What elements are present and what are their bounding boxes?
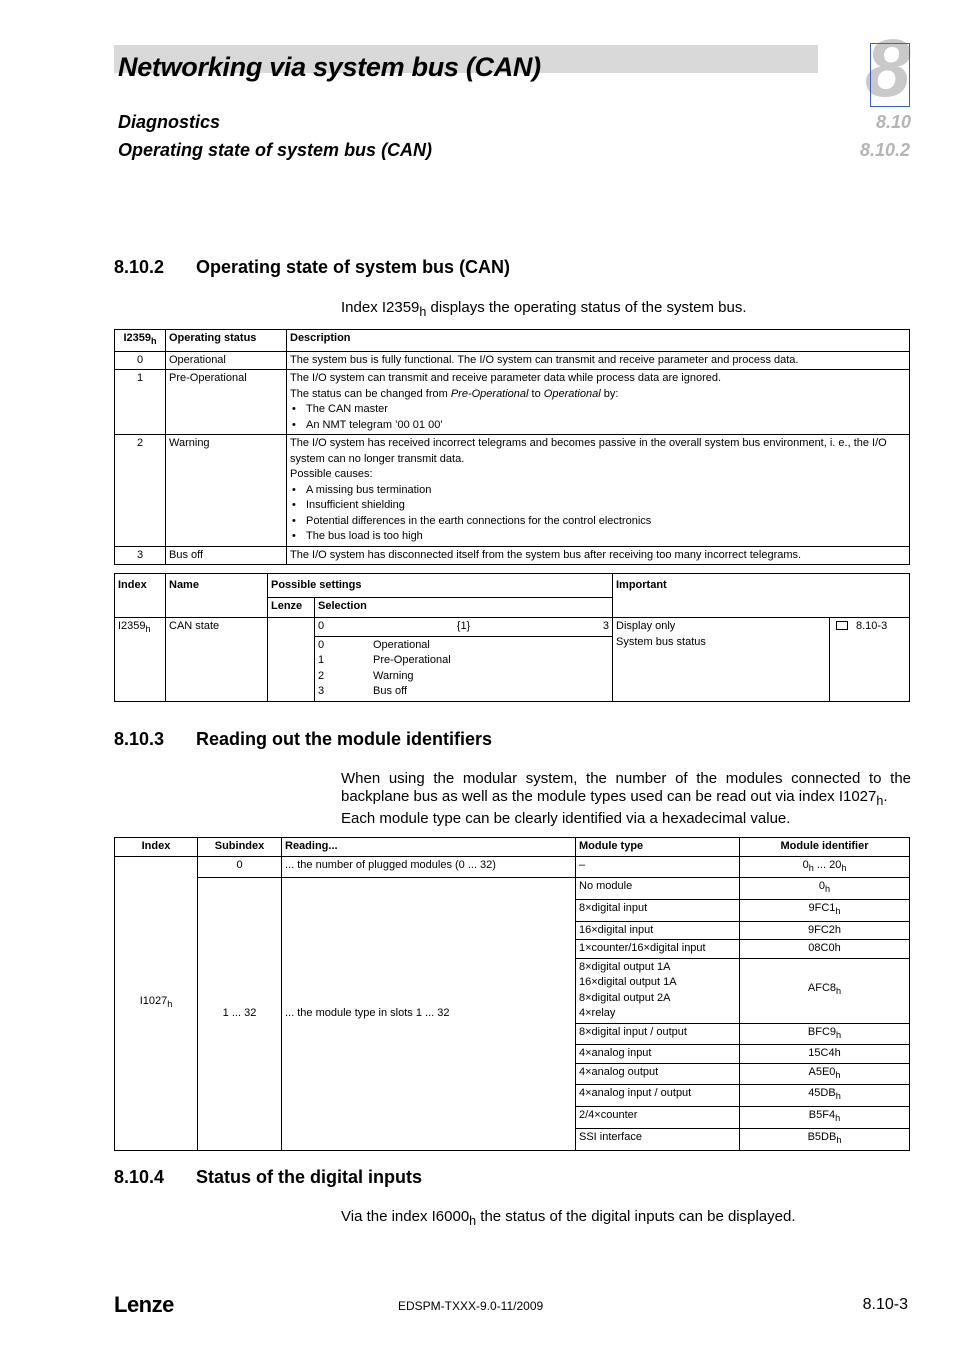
operating-status-table bbox=[114, 329, 910, 565]
table-row: $I1027_h$ 0 ... the number of plugged modules (0 ... 32) – $0_h$ ... $20_h$ bbox=[115, 856, 910, 878]
table-row: 2 Warning The I/O system has received incorrect telegrams and becomes passive in the overall system bus environment, i. e., the I/O system can no longer transmit data. Possible causes: • A missing bus termination • Insufficient shielding • Potential differences in the earth connections for the control electronics • The bus load is too high bbox=[115, 435, 910, 547]
table-row: 4×analog output $A5E0_h$ bbox=[115, 1063, 910, 1085]
list-item: • The bus load is too high bbox=[290, 529, 906, 545]
table-row: 16×digital input 9FC2h bbox=[115, 921, 910, 940]
list-item: 0 Operational bbox=[318, 638, 430, 651]
reference-cell: 8.10-3 bbox=[830, 618, 910, 702]
list-item: • The CAN master bbox=[290, 402, 906, 418]
table-row: 3 Bus off The I/O system has disconnected itself from the system bus after receiving too many incorrect telegrams. bbox=[115, 546, 910, 565]
digital-inputs-paragraph: Via the index $I6000_h$ the status of the digital inputs can be displayed. bbox=[341, 1208, 796, 1228]
chapter-number: 8 bbox=[865, 23, 911, 114]
list-item: • An NMT telegram ’00 01 00’ bbox=[290, 418, 906, 434]
list-item: 3 Bus off bbox=[318, 685, 408, 697]
selection-options bbox=[315, 636, 613, 701]
subtitle-number-1: 8.10 bbox=[876, 112, 912, 132]
page-number: 8.10-3 bbox=[862, 1296, 908, 1313]
important-cell: Display only System bus status bbox=[613, 618, 830, 702]
table-header-row: Index Name Possible settings Important bbox=[115, 574, 910, 598]
subtitle-operating-state: Operating state of system bus (CAN) bbox=[118, 140, 433, 160]
document-id: EDSPM-TXXX-9.0-11/2009 bbox=[398, 1299, 544, 1313]
intro-paragraph: Index $I2359_h$ displays the operating status of the system bus. bbox=[341, 299, 747, 319]
list-item: • Potential differences in the earth connections for the control electronics bbox=[290, 514, 906, 530]
table-row: 4×analog input / output $45DB_h$ bbox=[115, 1085, 910, 1107]
list-item: • A missing bus termination bbox=[290, 483, 906, 499]
table-header-row: Index Subindex Reading... Module type Module identifier bbox=[115, 838, 910, 857]
header-description: Description bbox=[287, 330, 910, 352]
table-row: 8×digital output 1A 16×digital output 1A 8×digital output 2A 4×relay $AFC8_h$ bbox=[115, 958, 910, 1023]
header-status: Operating status bbox=[166, 330, 287, 352]
subtitle-number-2: 8.10.2 bbox=[859, 140, 910, 160]
table-header-row: Lenze Selection bbox=[115, 597, 910, 617]
code-table bbox=[114, 573, 910, 702]
page-title: Networking via system bus (CAN) bbox=[118, 52, 541, 82]
description-cell: The I/O system has received incorrect telegrams and becomes passive in the overall system bus environment, i. e., the I/O system can no longer transmit data. Possible causes: • A missing bus termination • Insufficient shielding • Potential differences in the earth connections for the control electronics • The bus load is too high bbox=[287, 435, 910, 547]
chapter-box bbox=[870, 43, 910, 107]
module-paragraph: When using the modular system, the number of the modules connected to the backplane bus as well as the module types used can be read out via index $I1027_h$. Each module type can be clearly identified via a hexadecimal value. bbox=[341, 770, 911, 827]
lenze-logo: Lenze bbox=[114, 1292, 174, 1317]
table-row: 1 ... 32 ... the module type in slots 1 ... 32 No module $0_h$ bbox=[115, 878, 910, 900]
table-row: 2/4×counter $B5F4_h$ bbox=[115, 1107, 910, 1129]
list-item: • Insufficient shielding bbox=[290, 498, 906, 514]
table-row: 8×digital input / output $BFC9_h$ bbox=[115, 1023, 910, 1045]
table-row: 1×counter/16×digital input 08C0h bbox=[115, 940, 910, 959]
table-row: 1 Pre-Operational The I/O system can transmit and receive parameter data while process data are ignored. The status can be changed from Pre-Operational to Operational by: • The CAN master • An NMT telegram ’00 01 00’ bbox=[115, 370, 910, 435]
table-row: SSI interface $B5DB_h$ bbox=[115, 1128, 910, 1150]
list-item: 1 Pre-Operational bbox=[318, 654, 451, 666]
index-cell: $I1027_h$ bbox=[115, 856, 198, 1150]
book-icon bbox=[836, 621, 848, 630]
table-row: 4×analog input 15C4h bbox=[115, 1045, 910, 1064]
table-row: 8×digital input $9FC1_h$ bbox=[115, 899, 910, 921]
section-heading-8-10-2: 8.10.2 Operating state of system bus (CAN) bbox=[114, 257, 511, 277]
module-identifier-table bbox=[114, 837, 910, 1151]
description-cell: The I/O system can transmit and receive parameter data while process data are ignored. The status can be changed from Pre-Operational to Operational by: • The CAN master • An NMT telegram ’00 01 00’ bbox=[287, 370, 910, 435]
section-heading-8-10-4: 8.10.4 Status of the digital inputs bbox=[114, 1167, 422, 1187]
header-index: $I2359_h$ bbox=[115, 330, 166, 352]
list-item: 2 Warning bbox=[318, 669, 414, 682]
selection-range: 0 {1} 3 bbox=[315, 618, 613, 637]
section-heading-8-10-3: 8.10.3 Reading out the module identifiers bbox=[114, 729, 493, 749]
table-row: 0 Operational The system bus is fully functional. The I/O system can transmit and receive parameter and process data. bbox=[115, 351, 910, 370]
table-header-row bbox=[115, 330, 910, 352]
subtitle-diagnostics: Diagnostics bbox=[118, 112, 221, 132]
table-row: $I2359_h$ CAN state 0 {1} 3 Display only System bus status 8.10-3 bbox=[115, 618, 910, 637]
